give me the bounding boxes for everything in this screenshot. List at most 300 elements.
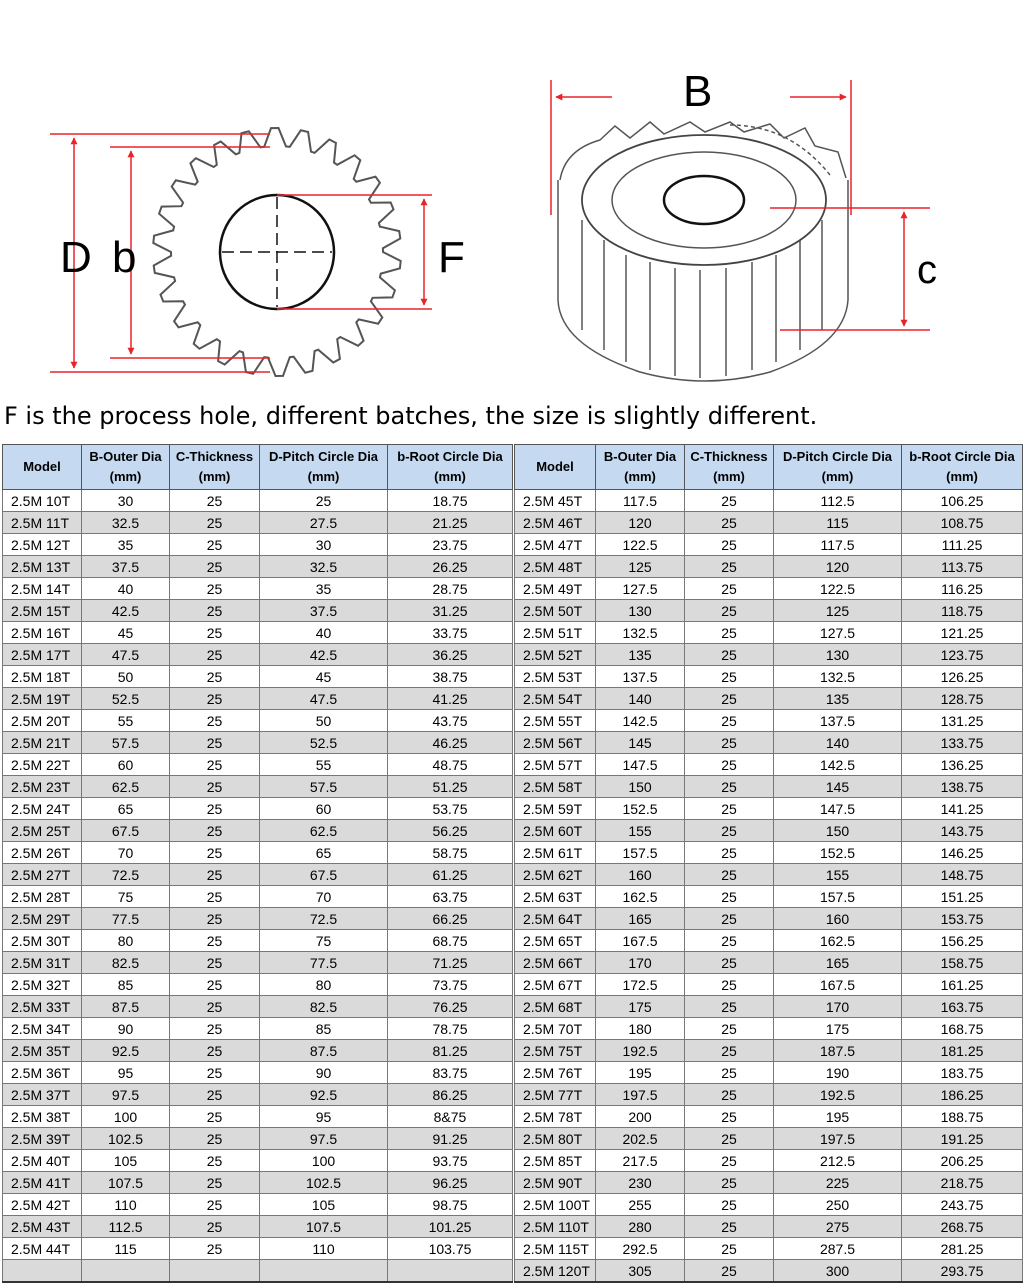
table-cell: 68.75 (388, 930, 513, 952)
table-cell: 25 (685, 1018, 774, 1040)
table-row (3, 666, 513, 688)
table-cell: 25 (170, 1150, 260, 1172)
table-cell: 2.5M 61T (515, 842, 596, 864)
column-header (902, 445, 1023, 490)
table-cell: 195 (774, 1106, 902, 1128)
table-cell: 77.5 (82, 908, 170, 930)
label-c: c (917, 248, 937, 292)
table-cell: 2.5M 85T (515, 1150, 596, 1172)
table-row (3, 908, 513, 930)
table-cell: 25 (685, 1062, 774, 1084)
table-cell: 55 (260, 754, 388, 776)
table-cell: 55 (82, 710, 170, 732)
table-cell: 108.75 (902, 512, 1023, 534)
table-cell: 150 (774, 820, 902, 842)
table-cell: 152.5 (774, 842, 902, 864)
table-cell: 61.25 (388, 864, 513, 886)
table-cell: 120 (596, 512, 685, 534)
table-row (515, 1128, 1023, 1150)
table-cell: 25 (685, 842, 774, 864)
table-cell: 175 (774, 1018, 902, 1040)
table-cell: 26.25 (388, 556, 513, 578)
table-cell: 67.5 (260, 864, 388, 886)
table-cell: 2.5M 60T (515, 820, 596, 842)
table-row (3, 688, 513, 710)
dimension-lines-front (50, 134, 432, 372)
table-cell: 2.5M 19T (3, 688, 82, 710)
table-cell: 95 (260, 1106, 388, 1128)
table-cell: 90 (260, 1062, 388, 1084)
table-cell: 25 (170, 1084, 260, 1106)
table-cell: 25 (170, 1062, 260, 1084)
table-cell: 32.5 (82, 512, 170, 534)
column-header-label: C-Thickness (690, 449, 768, 464)
table-cell: 25 (685, 688, 774, 710)
table-row (515, 754, 1023, 776)
table-row (515, 1040, 1023, 1062)
table-cell: 65 (82, 798, 170, 820)
table-cell: 130 (774, 644, 902, 666)
column-header (774, 445, 902, 490)
table-row (515, 1216, 1023, 1238)
table-cell: 115 (82, 1238, 170, 1260)
table-cell: 136.25 (902, 754, 1023, 776)
column-header-label: b-Root Circle Dia (397, 449, 503, 464)
table-row (515, 996, 1023, 1018)
table-cell: 2.5M 64T (515, 908, 596, 930)
table-row (515, 930, 1023, 952)
table-cell: 57.5 (82, 732, 170, 754)
table-cell: 25 (685, 776, 774, 798)
table-cell: 25 (170, 512, 260, 534)
table-cell: 25 (685, 974, 774, 996)
column-header (596, 445, 685, 490)
table-cell: 53.75 (388, 798, 513, 820)
table-cell (170, 1260, 260, 1283)
table-header-row (515, 445, 1023, 490)
column-header (388, 445, 513, 490)
table-row (3, 776, 513, 798)
table-cell: 87.5 (82, 996, 170, 1018)
table-cell: 147.5 (774, 798, 902, 820)
column-header-unit: (mm) (109, 469, 142, 484)
gear-dimension-diagram (0, 0, 1024, 400)
table-cell: 86.25 (388, 1084, 513, 1106)
table-cell: 25 (685, 512, 774, 534)
table-cell: 2.5M 57T (515, 754, 596, 776)
table-cell: 93.75 (388, 1150, 513, 1172)
table-row (515, 1150, 1023, 1172)
table-cell: 2.5M 51T (515, 622, 596, 644)
table-cell: 2.5M 27T (3, 864, 82, 886)
table-cell: 141.25 (902, 798, 1023, 820)
table-row (515, 1260, 1023, 1283)
table-cell: 165 (774, 952, 902, 974)
table-row (515, 600, 1023, 622)
table-cell: 2.5M 20T (3, 710, 82, 732)
table-cell: 25 (685, 1216, 774, 1238)
table-cell: 123.75 (902, 644, 1023, 666)
gear-front-view (153, 128, 400, 376)
table-cell: 111.25 (902, 534, 1023, 556)
table-cell: 2.5M 77T (515, 1084, 596, 1106)
table-cell: 110 (82, 1194, 170, 1216)
table-cell: 2.5M 65T (515, 930, 596, 952)
table-cell: 243.75 (902, 1194, 1023, 1216)
label-F: F (438, 233, 465, 282)
table-cell: 25 (685, 798, 774, 820)
table-cell: 212.5 (774, 1150, 902, 1172)
table-cell: 112.5 (82, 1216, 170, 1238)
table-cell: 2.5M 11T (3, 512, 82, 534)
table-row (3, 512, 513, 534)
table-cell: 25 (685, 952, 774, 974)
table-cell: 102.5 (260, 1172, 388, 1194)
table-row (515, 908, 1023, 930)
table-cell: 268.75 (902, 1216, 1023, 1238)
table-cell: 131.25 (902, 710, 1023, 732)
table-row (515, 534, 1023, 556)
table-cell: 122.5 (596, 534, 685, 556)
table-cell: 162.5 (774, 930, 902, 952)
column-header (260, 445, 388, 490)
table-cell: 75 (260, 930, 388, 952)
table-row (3, 1216, 513, 1238)
spec-table-left (2, 444, 513, 1283)
table-cell: 2.5M 120T (515, 1260, 596, 1283)
table-cell: 165 (596, 908, 685, 930)
table-row (515, 556, 1023, 578)
table-cell: 25 (685, 556, 774, 578)
table-cell: 2.5M 33T (3, 996, 82, 1018)
spec-table-right (514, 444, 1023, 1283)
table-cell: 206.25 (902, 1150, 1023, 1172)
column-header (82, 445, 170, 490)
table-cell: 25 (170, 666, 260, 688)
table-cell: 157.5 (774, 886, 902, 908)
table-cell: 2.5M 75T (515, 1040, 596, 1062)
table-cell: 172.5 (596, 974, 685, 996)
table-cell: 63.75 (388, 886, 513, 908)
table-cell: 117.5 (774, 534, 902, 556)
table-cell: 2.5M 31T (3, 952, 82, 974)
table-cell: 30 (82, 490, 170, 512)
table-row (3, 798, 513, 820)
table-cell: 2.5M 23T (3, 776, 82, 798)
table-cell: 82.5 (82, 952, 170, 974)
table-cell: 138.75 (902, 776, 1023, 798)
table-row (3, 864, 513, 886)
table-cell: 197.5 (774, 1128, 902, 1150)
table-cell: 113.75 (902, 556, 1023, 578)
column-header (685, 445, 774, 490)
table-cell: 2.5M 42T (3, 1194, 82, 1216)
table-cell: 25 (685, 1238, 774, 1260)
table-cell: 25 (170, 1128, 260, 1150)
table-cell: 25 (685, 1128, 774, 1150)
table-cell: 37.5 (260, 600, 388, 622)
table-row (515, 974, 1023, 996)
table-cell: 116.25 (902, 578, 1023, 600)
table-cell: 36.25 (388, 644, 513, 666)
table-cell: 91.25 (388, 1128, 513, 1150)
table-row (3, 1062, 513, 1084)
table-cell: 45 (260, 666, 388, 688)
table-cell: 126.25 (902, 666, 1023, 688)
table-cell: 191.25 (902, 1128, 1023, 1150)
table-row (515, 512, 1023, 534)
table-cell: 25 (685, 534, 774, 556)
table-cell: 2.5M 38T (3, 1106, 82, 1128)
table-row (515, 732, 1023, 754)
table-cell: 81.25 (388, 1040, 513, 1062)
table-cell: 47.5 (82, 644, 170, 666)
table-cell: 2.5M 22T (3, 754, 82, 776)
table-cell: 25 (685, 930, 774, 952)
table-cell: 78.75 (388, 1018, 513, 1040)
table-cell: 25 (170, 1018, 260, 1040)
table-cell: 2.5M 46T (515, 512, 596, 534)
table-cell: 38.75 (388, 666, 513, 688)
table-cell: 100 (260, 1150, 388, 1172)
table-cell: 27.5 (260, 512, 388, 534)
table-cell: 25 (170, 842, 260, 864)
column-header-unit: (mm) (821, 469, 854, 484)
table-cell: 25 (170, 1040, 260, 1062)
table-cell: 25 (685, 1040, 774, 1062)
table-cell: 105 (260, 1194, 388, 1216)
table-cell: 8&75 (388, 1106, 513, 1128)
table-cell: 56.25 (388, 820, 513, 842)
table-cell: 80 (260, 974, 388, 996)
table-cell: 293.75 (902, 1260, 1023, 1283)
table-cell: 2.5M 48T (515, 556, 596, 578)
table-row (3, 1018, 513, 1040)
column-header-label: C-Thickness (175, 449, 254, 464)
table-cell: 2.5M 58T (515, 776, 596, 798)
table-cell: 85 (82, 974, 170, 996)
table-cell: 25 (170, 732, 260, 754)
table-cell: 181.25 (902, 1040, 1023, 1062)
column-header-label: B-Outer Dia (89, 449, 162, 464)
table-cell: 190 (774, 1062, 902, 1084)
gear-perspective-view (558, 122, 848, 381)
table-cell: 25 (170, 864, 260, 886)
table-row (515, 644, 1023, 666)
table-row (3, 732, 513, 754)
table-cell: 25 (685, 864, 774, 886)
table-cell: 62.5 (260, 820, 388, 842)
table-cell: 2.5M 24T (3, 798, 82, 820)
table-cell: 30 (260, 534, 388, 556)
table-cell: 2.5M 53T (515, 666, 596, 688)
table-cell: 128.75 (902, 688, 1023, 710)
table-cell: 148.75 (902, 864, 1023, 886)
table-cell: 2.5M 40T (3, 1150, 82, 1172)
table-cell: 25 (170, 490, 260, 512)
table-cell: 25 (685, 1106, 774, 1128)
table-cell: 2.5M 17T (3, 644, 82, 666)
table-header-row (3, 445, 513, 490)
table-cell: 120 (774, 556, 902, 578)
table-cell: 25 (170, 1172, 260, 1194)
table-cell: 25 (170, 534, 260, 556)
table-cell: 195 (596, 1062, 685, 1084)
table-cell: 25 (685, 600, 774, 622)
table-cell: 90 (82, 1018, 170, 1040)
table-row (3, 534, 513, 556)
table-cell: 51.25 (388, 776, 513, 798)
table-row (3, 886, 513, 908)
table-cell: 300 (774, 1260, 902, 1283)
table-cell: 2.5M 43T (3, 1216, 82, 1238)
table-cell: 72.5 (82, 864, 170, 886)
table-cell: 2.5M 70T (515, 1018, 596, 1040)
table-cell: 161.25 (902, 974, 1023, 996)
label-b: b (112, 233, 137, 282)
table-row (515, 776, 1023, 798)
table-cell: 146.25 (902, 842, 1023, 864)
table-cell: 107.5 (260, 1216, 388, 1238)
table-cell: 2.5M 26T (3, 842, 82, 864)
table-cell: 112.5 (774, 490, 902, 512)
table-cell: 25 (685, 666, 774, 688)
table-row (515, 688, 1023, 710)
table-cell: 42.5 (82, 600, 170, 622)
table-cell: 155 (774, 864, 902, 886)
table-cell: 92.5 (82, 1040, 170, 1062)
column-header (515, 445, 596, 490)
table-cell: 200 (596, 1106, 685, 1128)
table-cell: 25 (685, 644, 774, 666)
table-cell: 2.5M 80T (515, 1128, 596, 1150)
table-cell: 2.5M 100T (515, 1194, 596, 1216)
table-row (3, 930, 513, 952)
table-cell: 132.5 (774, 666, 902, 688)
table-cell: 60 (82, 754, 170, 776)
table-cell: 133.75 (902, 732, 1023, 754)
table-cell: 170 (774, 996, 902, 1018)
table-cell: 96.25 (388, 1172, 513, 1194)
label-D: D (60, 233, 92, 282)
table-cell (82, 1260, 170, 1283)
table-cell: 25 (685, 1084, 774, 1106)
table-cell: 2.5M 45T (515, 490, 596, 512)
table-cell: 25 (170, 622, 260, 644)
table-cell: 47.5 (260, 688, 388, 710)
table-cell: 160 (596, 864, 685, 886)
table-cell: 140 (774, 732, 902, 754)
table-cell: 2.5M 12T (3, 534, 82, 556)
table-cell: 155 (596, 820, 685, 842)
table-row (3, 1150, 513, 1172)
table-cell: 143.75 (902, 820, 1023, 842)
table-cell: 25 (170, 600, 260, 622)
table-cell: 292.5 (596, 1238, 685, 1260)
table-cell: 218.75 (902, 1172, 1023, 1194)
table-cell: 150 (596, 776, 685, 798)
table-cell: 2.5M 62T (515, 864, 596, 886)
table-cell: 25 (170, 1194, 260, 1216)
table-row (3, 974, 513, 996)
table-cell: 31.25 (388, 600, 513, 622)
table-cell: 50 (82, 666, 170, 688)
table-cell: 2.5M 35T (3, 1040, 82, 1062)
table-cell: 2.5M 10T (3, 490, 82, 512)
table-cell: 2.5M 13T (3, 556, 82, 578)
table-row (3, 952, 513, 974)
table-cell: 250 (774, 1194, 902, 1216)
table-cell (388, 1260, 513, 1283)
table-cell: 66.25 (388, 908, 513, 930)
table-cell: 2.5M 49T (515, 578, 596, 600)
table-cell: 25 (170, 776, 260, 798)
table-cell: 97.5 (260, 1128, 388, 1150)
table-cell: 60 (260, 798, 388, 820)
table-cell: 40 (82, 578, 170, 600)
table-row (515, 1194, 1023, 1216)
table-row (3, 1084, 513, 1106)
table-cell: 230 (596, 1172, 685, 1194)
table-row (3, 996, 513, 1018)
table-row (515, 864, 1023, 886)
table-cell: 145 (596, 732, 685, 754)
table-cell: 98.75 (388, 1194, 513, 1216)
table-row (3, 600, 513, 622)
table-cell: 225 (774, 1172, 902, 1194)
table-cell: 41.25 (388, 688, 513, 710)
table-cell: 43.75 (388, 710, 513, 732)
table-cell: 158.75 (902, 952, 1023, 974)
table-row (3, 490, 513, 512)
table-cell: 25 (170, 886, 260, 908)
column-header (170, 445, 260, 490)
table-row (515, 842, 1023, 864)
table-cell: 73.75 (388, 974, 513, 996)
table-row (3, 1172, 513, 1194)
column-header-label: D-Pitch Circle Dia (782, 449, 893, 464)
table-cell (3, 1260, 82, 1283)
table-cell: 28.75 (388, 578, 513, 600)
column-header-unit: (mm) (198, 469, 231, 484)
table-cell: 21.25 (388, 512, 513, 534)
table-cell: 180 (596, 1018, 685, 1040)
table-row (515, 622, 1023, 644)
table-cell: 25 (170, 1238, 260, 1260)
table-cell: 275 (774, 1216, 902, 1238)
table-cell: 2.5M 16T (3, 622, 82, 644)
table-cell: 145 (774, 776, 902, 798)
table-cell: 2.5M 76T (515, 1062, 596, 1084)
table-cell: 147.5 (596, 754, 685, 776)
table-cell: 163.75 (902, 996, 1023, 1018)
table-cell: 25 (170, 1106, 260, 1128)
table-cell: 25 (685, 710, 774, 732)
table-cell: 127.5 (774, 622, 902, 644)
table-cell: 118.75 (902, 600, 1023, 622)
table-cell: 25 (685, 908, 774, 930)
table-cell: 122.5 (774, 578, 902, 600)
table-cell: 52.5 (260, 732, 388, 754)
table-cell: 95 (82, 1062, 170, 1084)
table-cell: 167.5 (596, 930, 685, 952)
table-cell: 80 (82, 930, 170, 952)
table-row (3, 1238, 513, 1260)
table-cell: 25 (170, 1216, 260, 1238)
table-cell: 25 (170, 996, 260, 1018)
table-cell: 97.5 (82, 1084, 170, 1106)
table-cell: 105 (82, 1150, 170, 1172)
